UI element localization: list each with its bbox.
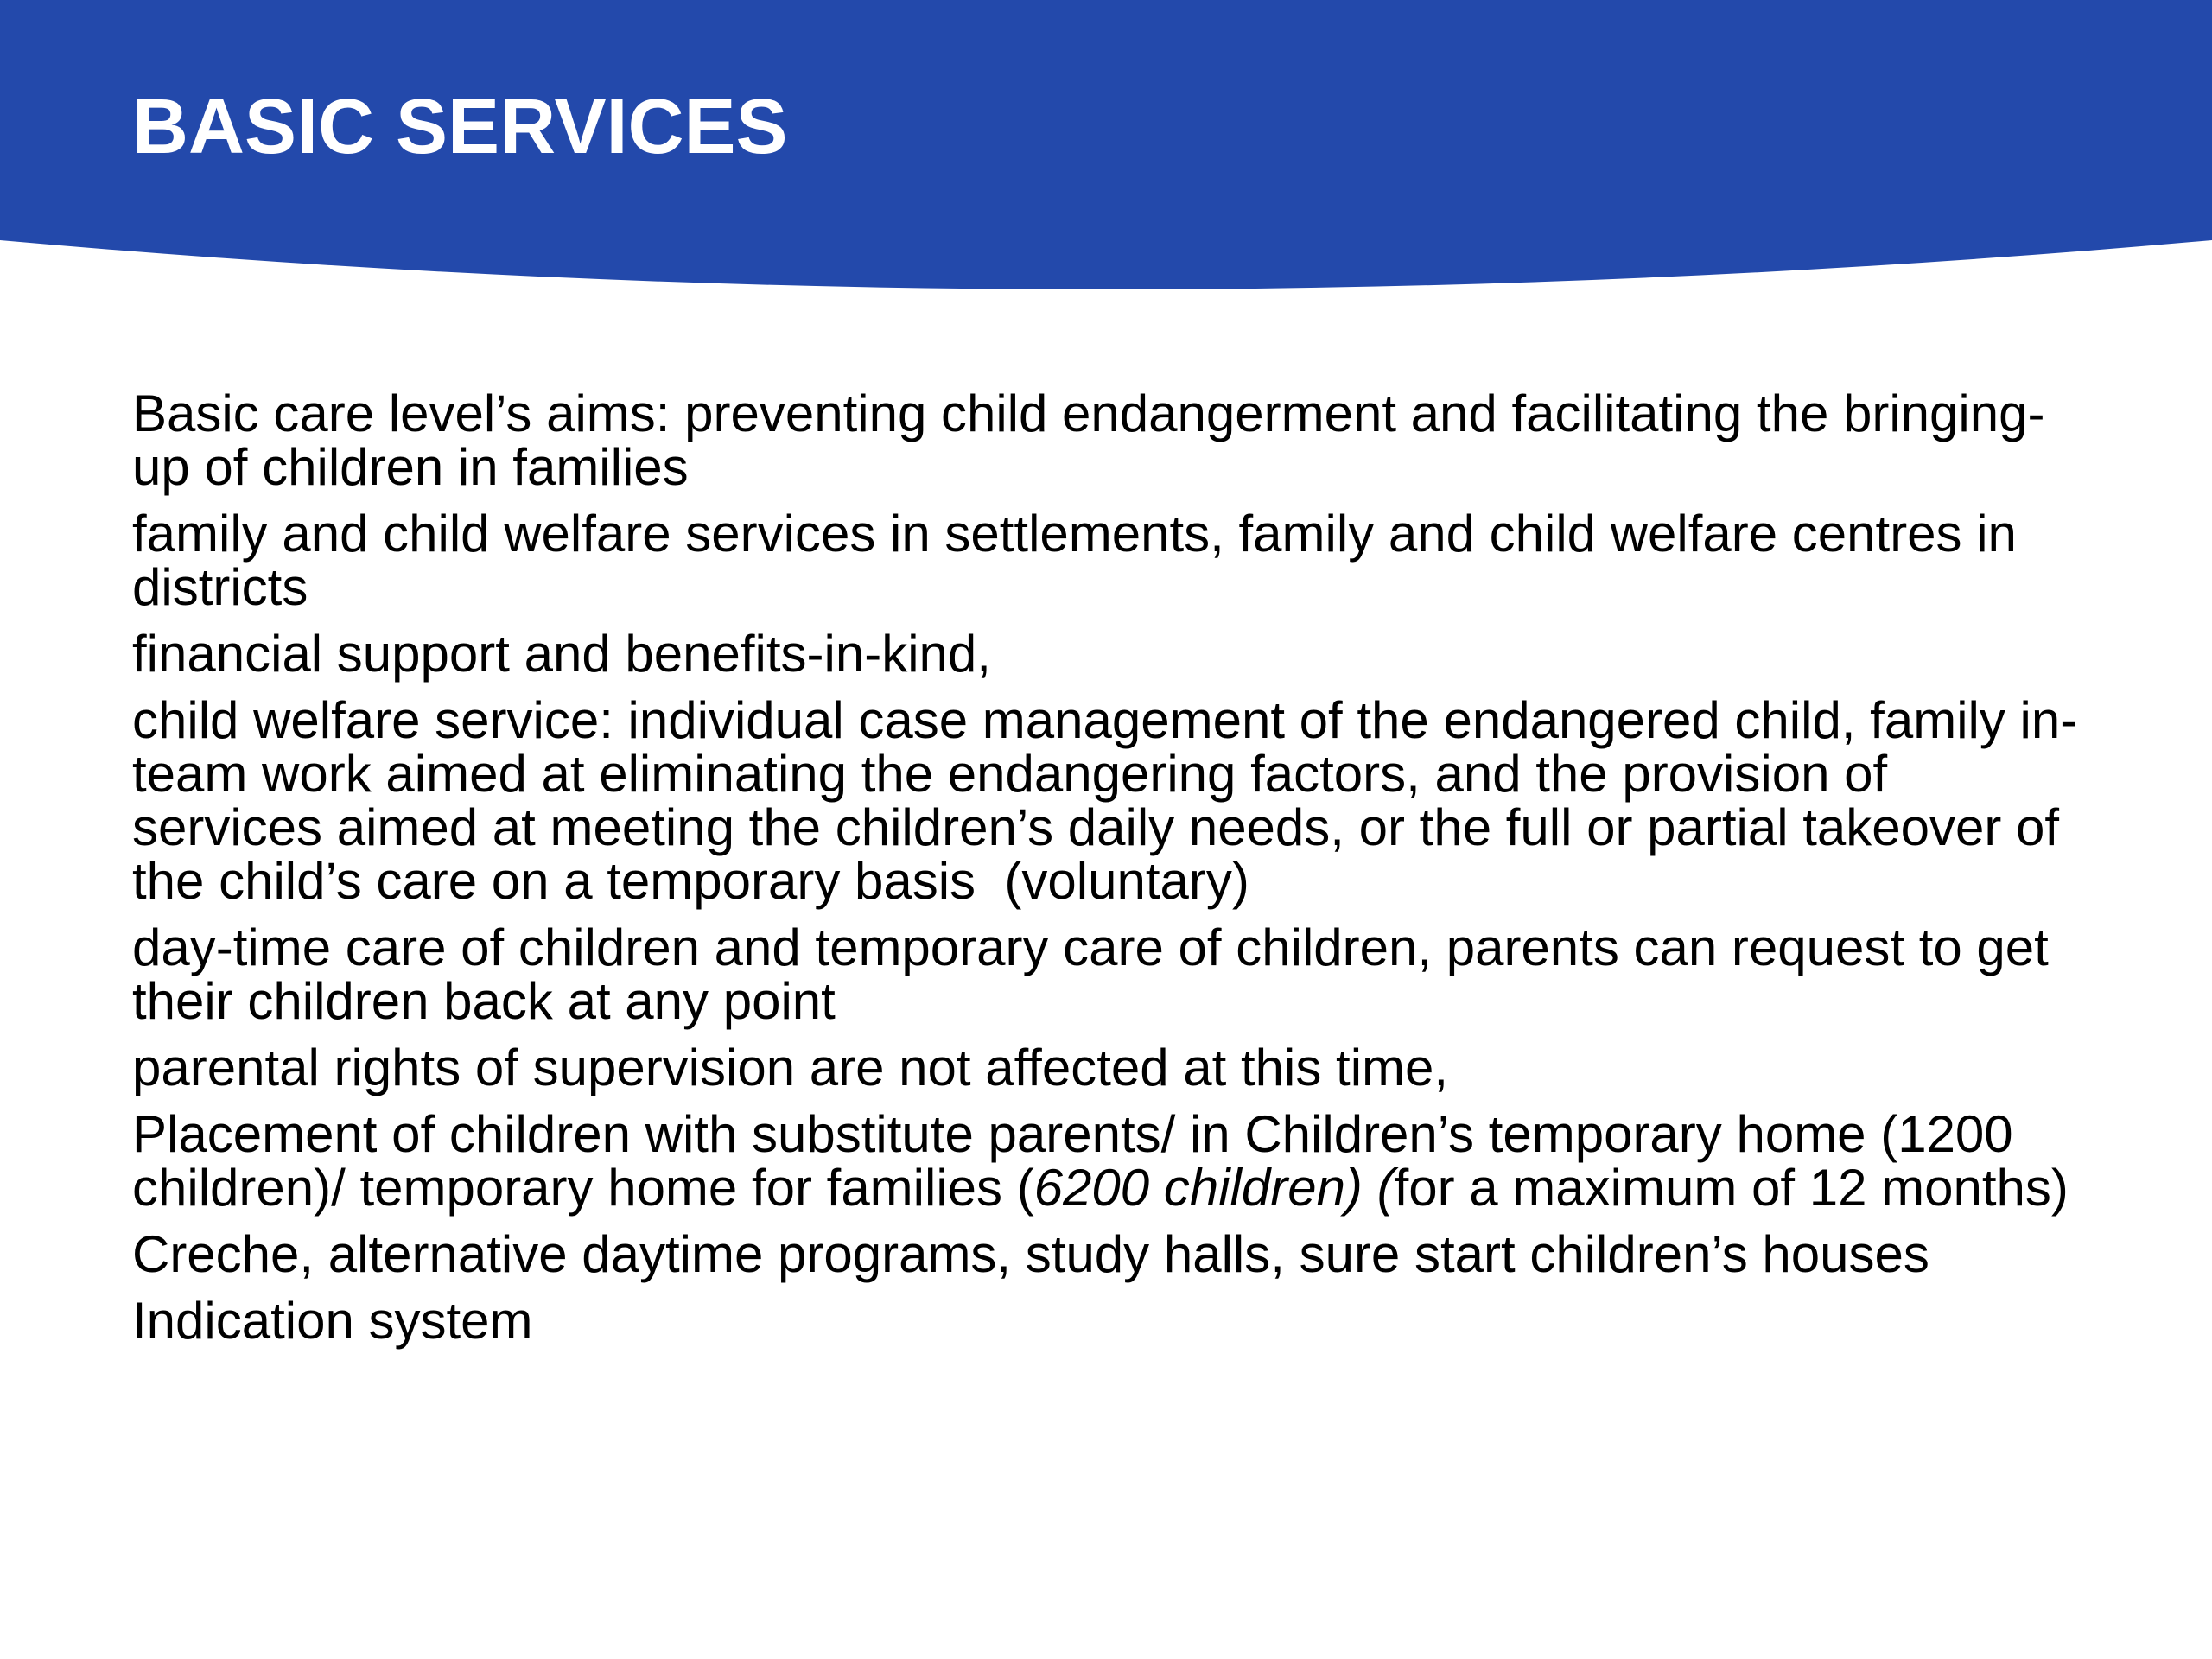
list-item: Basic care level’s aims: preventing child endangerment and facilitating the bringing-up of children in families (132, 385, 2045, 496)
bullet-list (132, 387, 2085, 1361)
list-item: family and child welfare services in settlements, family and child welfare centres in districts (132, 505, 2017, 616)
list-item: day-time care of children and temporary care of children, parents can request to get their children back at any point (132, 918, 2049, 1030)
list-item: parental rights of supervision are not affected at this time, (132, 1039, 1449, 1096)
slide-title: BASIC SERVICES (132, 84, 788, 170)
list-item: child welfare service: individual case management of the endangered child, family in-team work aimed at eliminating the endangering factors, and the provision of services aimed at meeting the children’s daily needs, or the full or partial takeover of the child’s care on a temporary basis (voluntary) (132, 691, 2078, 910)
list-item: Creche, alternative daytime programs, study halls, sure start children’s houses (132, 1225, 1929, 1283)
list-item-italic-text: 6200 children) ( (1033, 1159, 1395, 1217)
list-item-text: Placement of children with substitute parents/ in Children’s temporary home (1200 children)/ temporary home for families ( (132, 1105, 2013, 1217)
list-item: financial support and benefits-in-kind, (132, 625, 991, 683)
list-item: Indication system (132, 1292, 533, 1350)
list-item (132, 1105, 2085, 1217)
list-item-text: for a maximum of 12 months) (1394, 1159, 2069, 1217)
